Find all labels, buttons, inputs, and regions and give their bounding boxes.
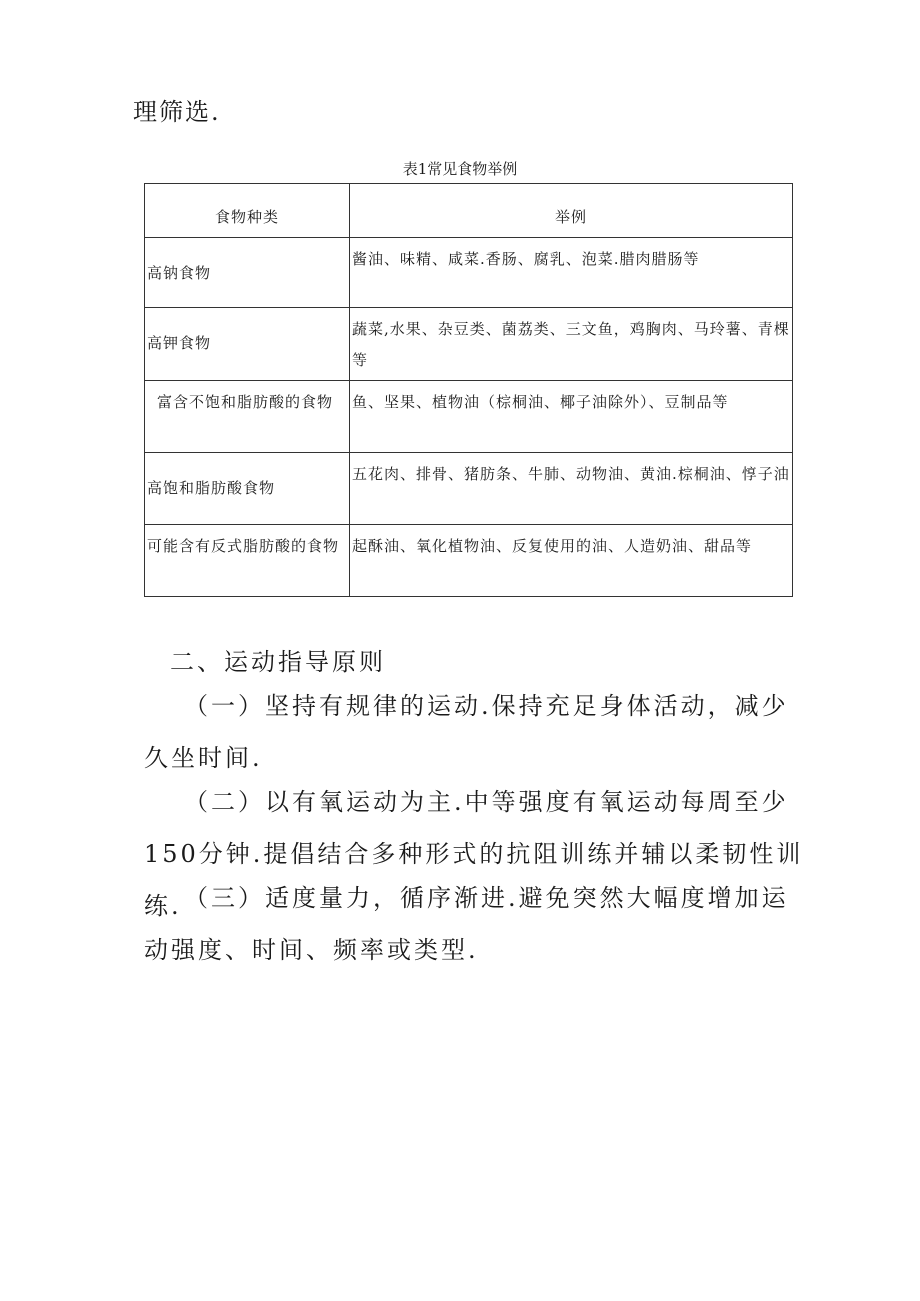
row-examples: 鱼、坚果、植物油（棕桐油、椰子油除外）、豆制品等 — [350, 381, 793, 453]
table-row — [145, 238, 793, 308]
paragraph-3: （三）适度量力，循序渐进.避免突然大幅度增加运动强度、时间、频率或类型. — [144, 884, 789, 964]
paragraph-2: （二）以有氧运动为主.中等强度有氧运动每周至少150分钟.提倡结合多种形式的抗阻训练并辅以柔韧性训练. — [144, 788, 804, 920]
header-examples: 举例 — [350, 184, 793, 238]
row-category: 富含不饱和脂肪酸的食物 — [145, 381, 350, 453]
text-fragment: 理筛选. — [133, 98, 221, 126]
row-examples: 酱油、味精、咸菜.香肠、腐乳、泡菜.腊肉腊肠等 — [350, 238, 793, 308]
table-row — [145, 453, 793, 525]
row-examples: 五花肉、排骨、猪肪条、牛肺、动物油、黄油.棕桐油、惇子油 — [350, 453, 793, 525]
row-examples: 起酥油、氧化植物油、反复使用的油、人造奶油、甜品等 — [350, 525, 793, 597]
table-row — [145, 525, 793, 597]
table-header-row — [145, 184, 793, 238]
table-caption: 表1常见食物举例 — [402, 160, 518, 178]
table-row — [145, 381, 793, 453]
row-category: 高钠食物 — [145, 238, 350, 308]
header-category: 食物种类 — [145, 184, 350, 238]
section-heading: 二、运动指导原则 — [170, 648, 386, 676]
table-row — [145, 308, 793, 381]
row-category: 高钾食物 — [145, 308, 350, 381]
food-table — [144, 183, 793, 597]
row-examples: 蔬菜,水果、杂豆类、菌荔类、三文鱼，鸡胸肉、马玲薯、青棵等 — [350, 308, 793, 381]
row-category: 可能含有反式脂肪酸的食物 — [145, 525, 350, 597]
row-category: 高饱和脂肪酸食物 — [145, 453, 350, 525]
paragraph-1: （一）坚持有规律的运动.保持充足身体活动，减少久坐时间. — [144, 692, 789, 772]
